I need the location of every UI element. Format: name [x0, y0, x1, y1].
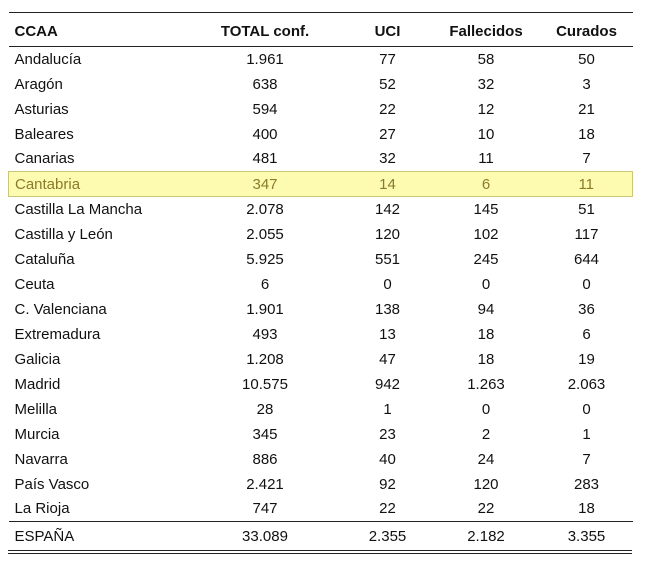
cell-fallecidos: 102 [473, 225, 499, 243]
total-fallecidos: 2.182 [432, 522, 541, 549]
cell-uci: 13 [379, 325, 396, 343]
cell-uci: 22 [379, 500, 396, 518]
cell-curados: 21 [578, 100, 595, 118]
cell-region: Murcia [14, 425, 60, 443]
cell-uci: 77 [379, 50, 396, 68]
cell-fallecidos: 145 [473, 200, 499, 218]
table-row [9, 472, 633, 497]
cell-total-conf: 1.208 [246, 350, 284, 368]
table-row [9, 147, 633, 172]
table-footer [9, 522, 633, 549]
cell-curados: 0 [582, 400, 591, 418]
cell-fallecidos: 22 [477, 500, 495, 518]
cell-fallecidos: 1.263 [467, 375, 505, 393]
cell-curados: 18 [578, 500, 595, 518]
cell-curados: 117 [574, 225, 599, 243]
cell-fallecidos: 94 [477, 300, 495, 318]
table-row [9, 47, 633, 72]
table-row [9, 222, 633, 247]
cell-region: La Rioja [14, 500, 70, 518]
cell-region: Baleares [14, 125, 74, 143]
total-uci: 2.355 [344, 522, 432, 549]
table-row [9, 322, 633, 347]
table-row [9, 297, 633, 322]
cell-uci: 138 [374, 300, 401, 318]
cell-region: Navarra [14, 450, 68, 468]
header-fallecidos: Fallecidos [432, 13, 541, 47]
cell-fallecidos: 0 [481, 400, 491, 418]
cell-region: Aragón [14, 75, 63, 93]
cell-uci: 142 [374, 200, 401, 218]
cell-region: Canarias [14, 150, 75, 168]
cell-uci: 0 [383, 275, 392, 293]
cell-uci: 47 [379, 350, 396, 368]
table-row [9, 447, 633, 472]
header-row [9, 13, 633, 47]
cell-curados: 51 [578, 200, 595, 218]
cell-total-conf: 347 [187, 172, 344, 197]
cell-total-conf: 400 [252, 125, 278, 143]
cell-curados: 11 [541, 172, 633, 197]
cell-curados: 1 [582, 425, 591, 443]
cell-region: Asturias [14, 100, 69, 118]
cell-fallecidos: 6 [432, 172, 541, 197]
table-row [9, 397, 633, 422]
cell-uci: 551 [374, 250, 401, 268]
cell-curados: 3 [582, 75, 591, 93]
cell-fallecidos: 10 [477, 125, 495, 143]
cell-fallecidos: 12 [477, 100, 495, 118]
cell-uci: 32 [379, 150, 396, 168]
cell-fallecidos: 2 [481, 425, 491, 443]
cell-curados: 644 [573, 250, 600, 268]
cell-region: Extremadura [14, 325, 101, 343]
cell-uci: 23 [379, 425, 396, 443]
cell-total-conf: 747 [252, 500, 278, 518]
total-conf: 33.089 [187, 522, 344, 549]
header-total-conf: TOTAL conf. [187, 13, 344, 47]
cell-total-conf: 638 [252, 75, 278, 93]
cell-fallecidos: 58 [477, 50, 495, 68]
cell-total-conf: 345 [252, 425, 278, 443]
total-curados: 3.355 [541, 522, 633, 549]
cell-region: Cataluña [14, 250, 75, 268]
cell-uci: 27 [379, 125, 396, 143]
cell-fallecidos: 32 [477, 75, 495, 93]
cell-uci: 1 [383, 400, 392, 418]
cell-total-conf: 493 [252, 325, 278, 343]
cell-curados: 2.063 [567, 375, 606, 393]
header-curados: Curados [541, 13, 633, 47]
cell-curados: 19 [578, 350, 595, 368]
table-row [9, 272, 633, 297]
table-row [9, 122, 633, 147]
cell-fallecidos: 24 [477, 450, 495, 468]
table-body [9, 47, 633, 522]
total-row [9, 522, 633, 549]
cell-region: Castilla La Mancha [14, 200, 143, 218]
cell-curados: 0 [582, 275, 591, 293]
cell-region: Madrid [14, 375, 61, 393]
total-region: ESPAÑA [9, 522, 187, 549]
ccaa-cases-table [8, 12, 633, 549]
cell-total-conf: 2.421 [246, 475, 284, 493]
cell-curados: 7 [582, 150, 591, 168]
table-row [9, 497, 633, 522]
cell-total-conf: 594 [252, 100, 278, 118]
cell-curados: 50 [578, 50, 595, 68]
cell-fallecidos: 245 [473, 250, 499, 268]
cell-fallecidos: 18 [477, 325, 495, 343]
cell-curados: 18 [578, 125, 595, 143]
cell-region: Andalucía [14, 50, 82, 68]
cell-uci: 40 [379, 450, 396, 468]
table-row [9, 97, 633, 122]
table-row [9, 72, 633, 97]
cell-total-conf: 10.575 [242, 375, 288, 393]
header-ccaa: CCAA [9, 13, 187, 47]
header-uci: UCI [344, 13, 432, 47]
cell-total-conf: 481 [252, 150, 278, 168]
cell-region: Castilla y León [14, 225, 113, 243]
covid-table-sheet [8, 12, 632, 554]
table-row [9, 197, 633, 222]
table-header [9, 13, 633, 47]
cell-uci: 22 [379, 100, 396, 118]
cell-fallecidos: 18 [477, 350, 495, 368]
cell-fallecidos: 11 [478, 150, 494, 168]
cell-fallecidos: 0 [481, 275, 491, 293]
cell-curados: 283 [573, 475, 600, 493]
cell-fallecidos: 120 [473, 475, 499, 493]
cell-curados: 6 [582, 325, 591, 343]
cell-total-conf: 2.055 [246, 225, 284, 243]
table-row [9, 347, 633, 372]
cell-uci: 120 [374, 225, 401, 243]
cell-total-conf: 5.925 [246, 250, 284, 268]
cell-uci: 92 [379, 475, 396, 493]
cell-region: País Vasco [14, 475, 90, 493]
cell-uci: 14 [344, 172, 432, 197]
cell-total-conf: 1.961 [246, 50, 284, 68]
cell-total-conf: 6 [260, 275, 270, 293]
cell-curados: 7 [582, 450, 591, 468]
cell-total-conf: 1.901 [246, 300, 284, 318]
cell-region: Ceuta [14, 275, 55, 293]
table-row [9, 247, 633, 272]
cell-region: Galicia [14, 350, 61, 368]
cell-total-conf: 2.078 [246, 200, 284, 218]
cell-total-conf: 28 [256, 400, 274, 418]
table-row [9, 372, 633, 397]
cell-uci: 942 [374, 375, 401, 393]
cell-total-conf: 886 [252, 450, 278, 468]
cell-curados: 36 [578, 300, 595, 318]
double-bottom-rule [8, 550, 632, 554]
cell-region: Melilla [14, 400, 58, 418]
cell-uci: 52 [379, 75, 396, 93]
table-row-highlighted [9, 172, 633, 197]
cell-region: Cantabria [9, 172, 187, 197]
cell-region: C. Valenciana [14, 300, 107, 318]
table-row [9, 422, 633, 447]
